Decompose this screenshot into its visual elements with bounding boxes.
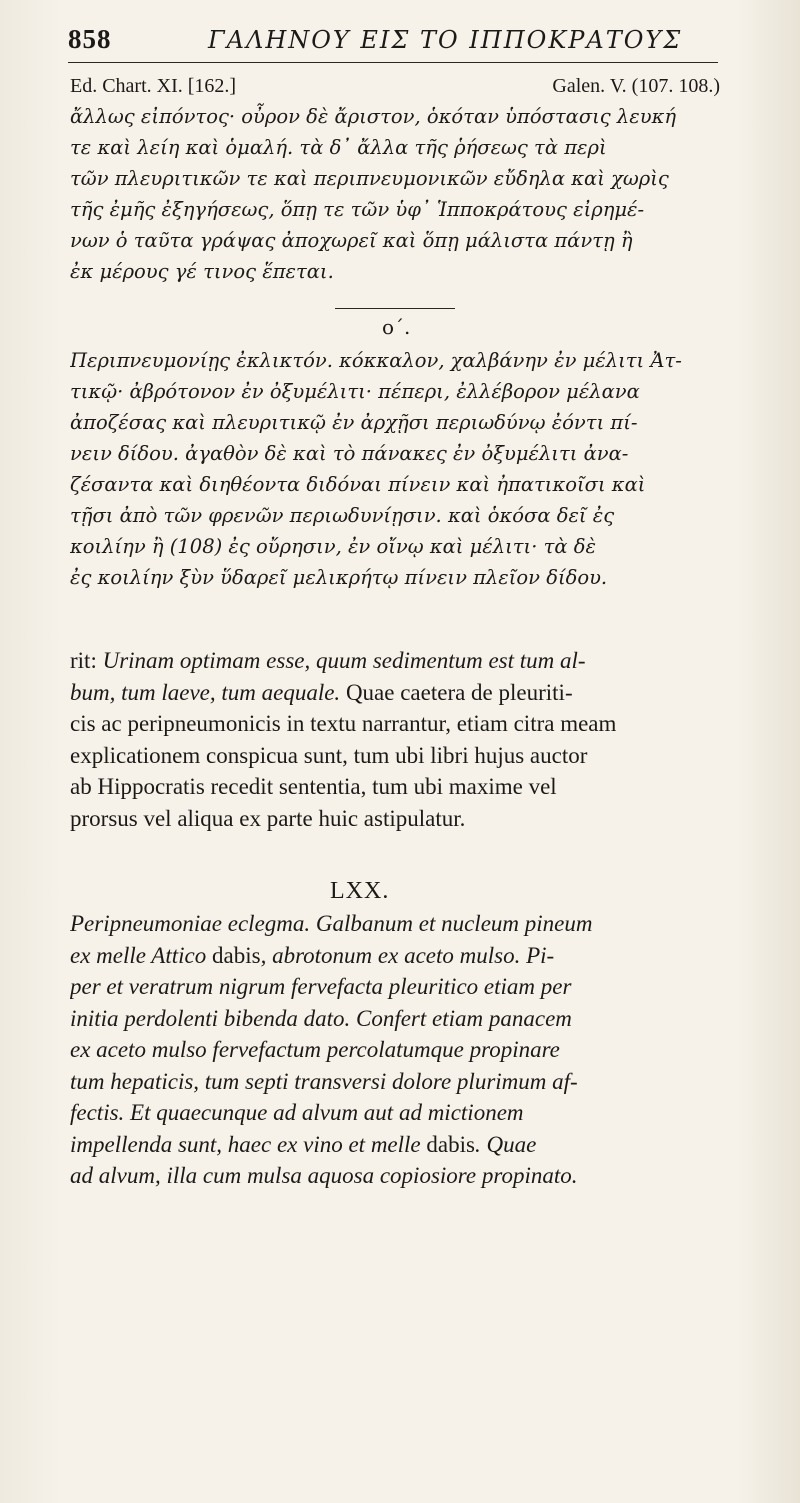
latin-line: explicationem conspicua sunt, tum ubi libri hujus auctor [70,742,588,768]
latin-text: fectis. Et quaecunque ad alvum aut ad mictionem [70,1100,524,1125]
greek-line: νειν δίδου. ἀγαθὸν δὲ καὶ τὸ πάνακες ἐν ὀξυμέλιτι ἀνα- [70,442,629,465]
latin-line [70,971,720,1003]
greek-line: ἀποζέσας καὶ πλευριτικῷ ἐν ἀρχῇσι περιωδύνῳ ἐόντι πί- [70,411,638,434]
greek-line: ἐκ μέρους γέ τινος ἕπεται. [70,260,334,283]
latin-translation-paragraph [70,908,720,1192]
quoted-aphorism: Urinam optimam esse, quum sedimentum est tum al- [102,648,586,673]
latin-line [70,1129,720,1161]
latin-text: impellenda sunt, haec ex vino et melle [70,1131,427,1157]
latin-line [70,1034,720,1066]
latin-text: tum hepaticis, tum septi transversi dolore plurimum af- [70,1068,578,1094]
greek-line: κοιλίην ἢ (108) ἐς οὔρησιν, ἐν οἴνῳ καὶ μέλιτι· τὰ δὲ [70,535,596,558]
quoted-aphorism: bum, tum laeve, tum aequale. [70,679,341,705]
latin-text: initia perdolenti bibenda dato. Confert etiam panacem [70,1005,572,1031]
latin-section-number: LXX. [330,878,390,904]
latin-text: . Quae [474,1131,537,1157]
greek-line: τῆς ἐμῆς ἐξηγήσεως, ὅπῃ τε τῶν ὑφ᾽ Ἱπποκράτους εἰρημέ- [70,198,645,221]
latin-text: Quae caetera de pleuriti- [340,679,573,705]
greek-line: τικῷ· ἀβρότονον ἐν ὀξυμέλιτι· πέπερι, ἐλλέβορον μέλανα [70,380,640,403]
latin-text: per et veratrum nigrum fervefacta pleuritico etiam per [70,974,572,999]
latin-text: Peripneumoniae eclegma. Galbanum et nucleum pineum [70,911,593,936]
greek-commentary-paragraph [70,101,720,287]
greek-line: Περιπνευμονίῃς ἐκλικτόν. κόκκαλον, χαλβάνην ἐν μέλιτι Ἀτ- [70,349,682,372]
latin-line [70,677,720,709]
running-title: ΓΑΛΗΝΟΥ ΕΙΣ ΤΟ ΙΠΠΟΚΡΑΤΟΥΣ [208,26,683,54]
latin-line [70,1003,720,1035]
edition-reference [70,75,720,103]
latin-line: cis ac peripneumonicis in textu narrantur, etiam citra meam [70,711,617,736]
greek-section-number: ο΄. [382,315,411,339]
latin-text: ex aceto mulso fervefactum percolatumque propinare [70,1037,560,1062]
latin-line [70,1160,720,1192]
section-divider [335,308,455,309]
latin-line [70,645,720,677]
latin-text: dabis [212,942,261,968]
chartier-reference: Ed. Chart. XI. [162.] [70,75,237,97]
page-header [68,20,718,60]
greek-line: νων ὁ ταῦτα γράψας ἀποχωρεῖ καὶ ὅπῃ μάλιστα πάντῃ ἢ [70,229,633,252]
latin-commentary-paragraph [70,645,720,834]
greek-line: τε καὶ λείη καὶ ὁμαλή. τὰ δ᾽ ἄλλα τῆς ῥήσεως τὰ περὶ [70,136,607,159]
greek-line: τῶν πλευριτικῶν τε καὶ περιπνευμονικῶν εὔδηλα καὶ χωρὶς [70,167,669,190]
latin-text: dabis [426,1131,475,1157]
latin-line: ab Hippocratis recedit sententia, tum ubi maxime vel [70,774,557,799]
greek-line: ἄλλως εἰπόντος· οὖρον δὲ ἄριστον, ὁκόταν ὑπόστασις λευκή [70,105,677,128]
latin-line [70,1097,720,1129]
latin-text: , abrotonum ex aceto mulso. Pi- [260,942,555,968]
kuhn-reference: Galen. V. (107. 108.) [552,75,720,97]
header-rule [68,62,718,63]
greek-line: ζέσαντα καὶ διηθέοντα διδόναι πίνειν καὶ ἠπατικοῖσι καὶ [70,473,646,496]
latin-text: rit: [70,648,103,673]
latin-line [70,908,720,940]
latin-line: prorsus vel aliqua ex parte huic astipulatur. [70,805,466,831]
greek-line: ἐς κοιλίην ξὺν ὕδαρεῖ μελικρήτῳ πίνειν πλεῖον δίδου. [70,566,608,589]
latin-text: ex melle Attico [70,942,212,968]
page-number: 858 [68,24,112,54]
greek-line: τῇσι ἀπὸ τῶν φρενῶν περιωδυνίῃσιν. καὶ ὁκόσα δεῖ ἐς [70,504,615,527]
latin-line [70,940,720,972]
greek-text-paragraph [70,345,720,593]
latin-line [70,1066,720,1098]
latin-text: ad alvum, illa cum mulsa aquosa copiosiore propinato. [70,1163,578,1188]
